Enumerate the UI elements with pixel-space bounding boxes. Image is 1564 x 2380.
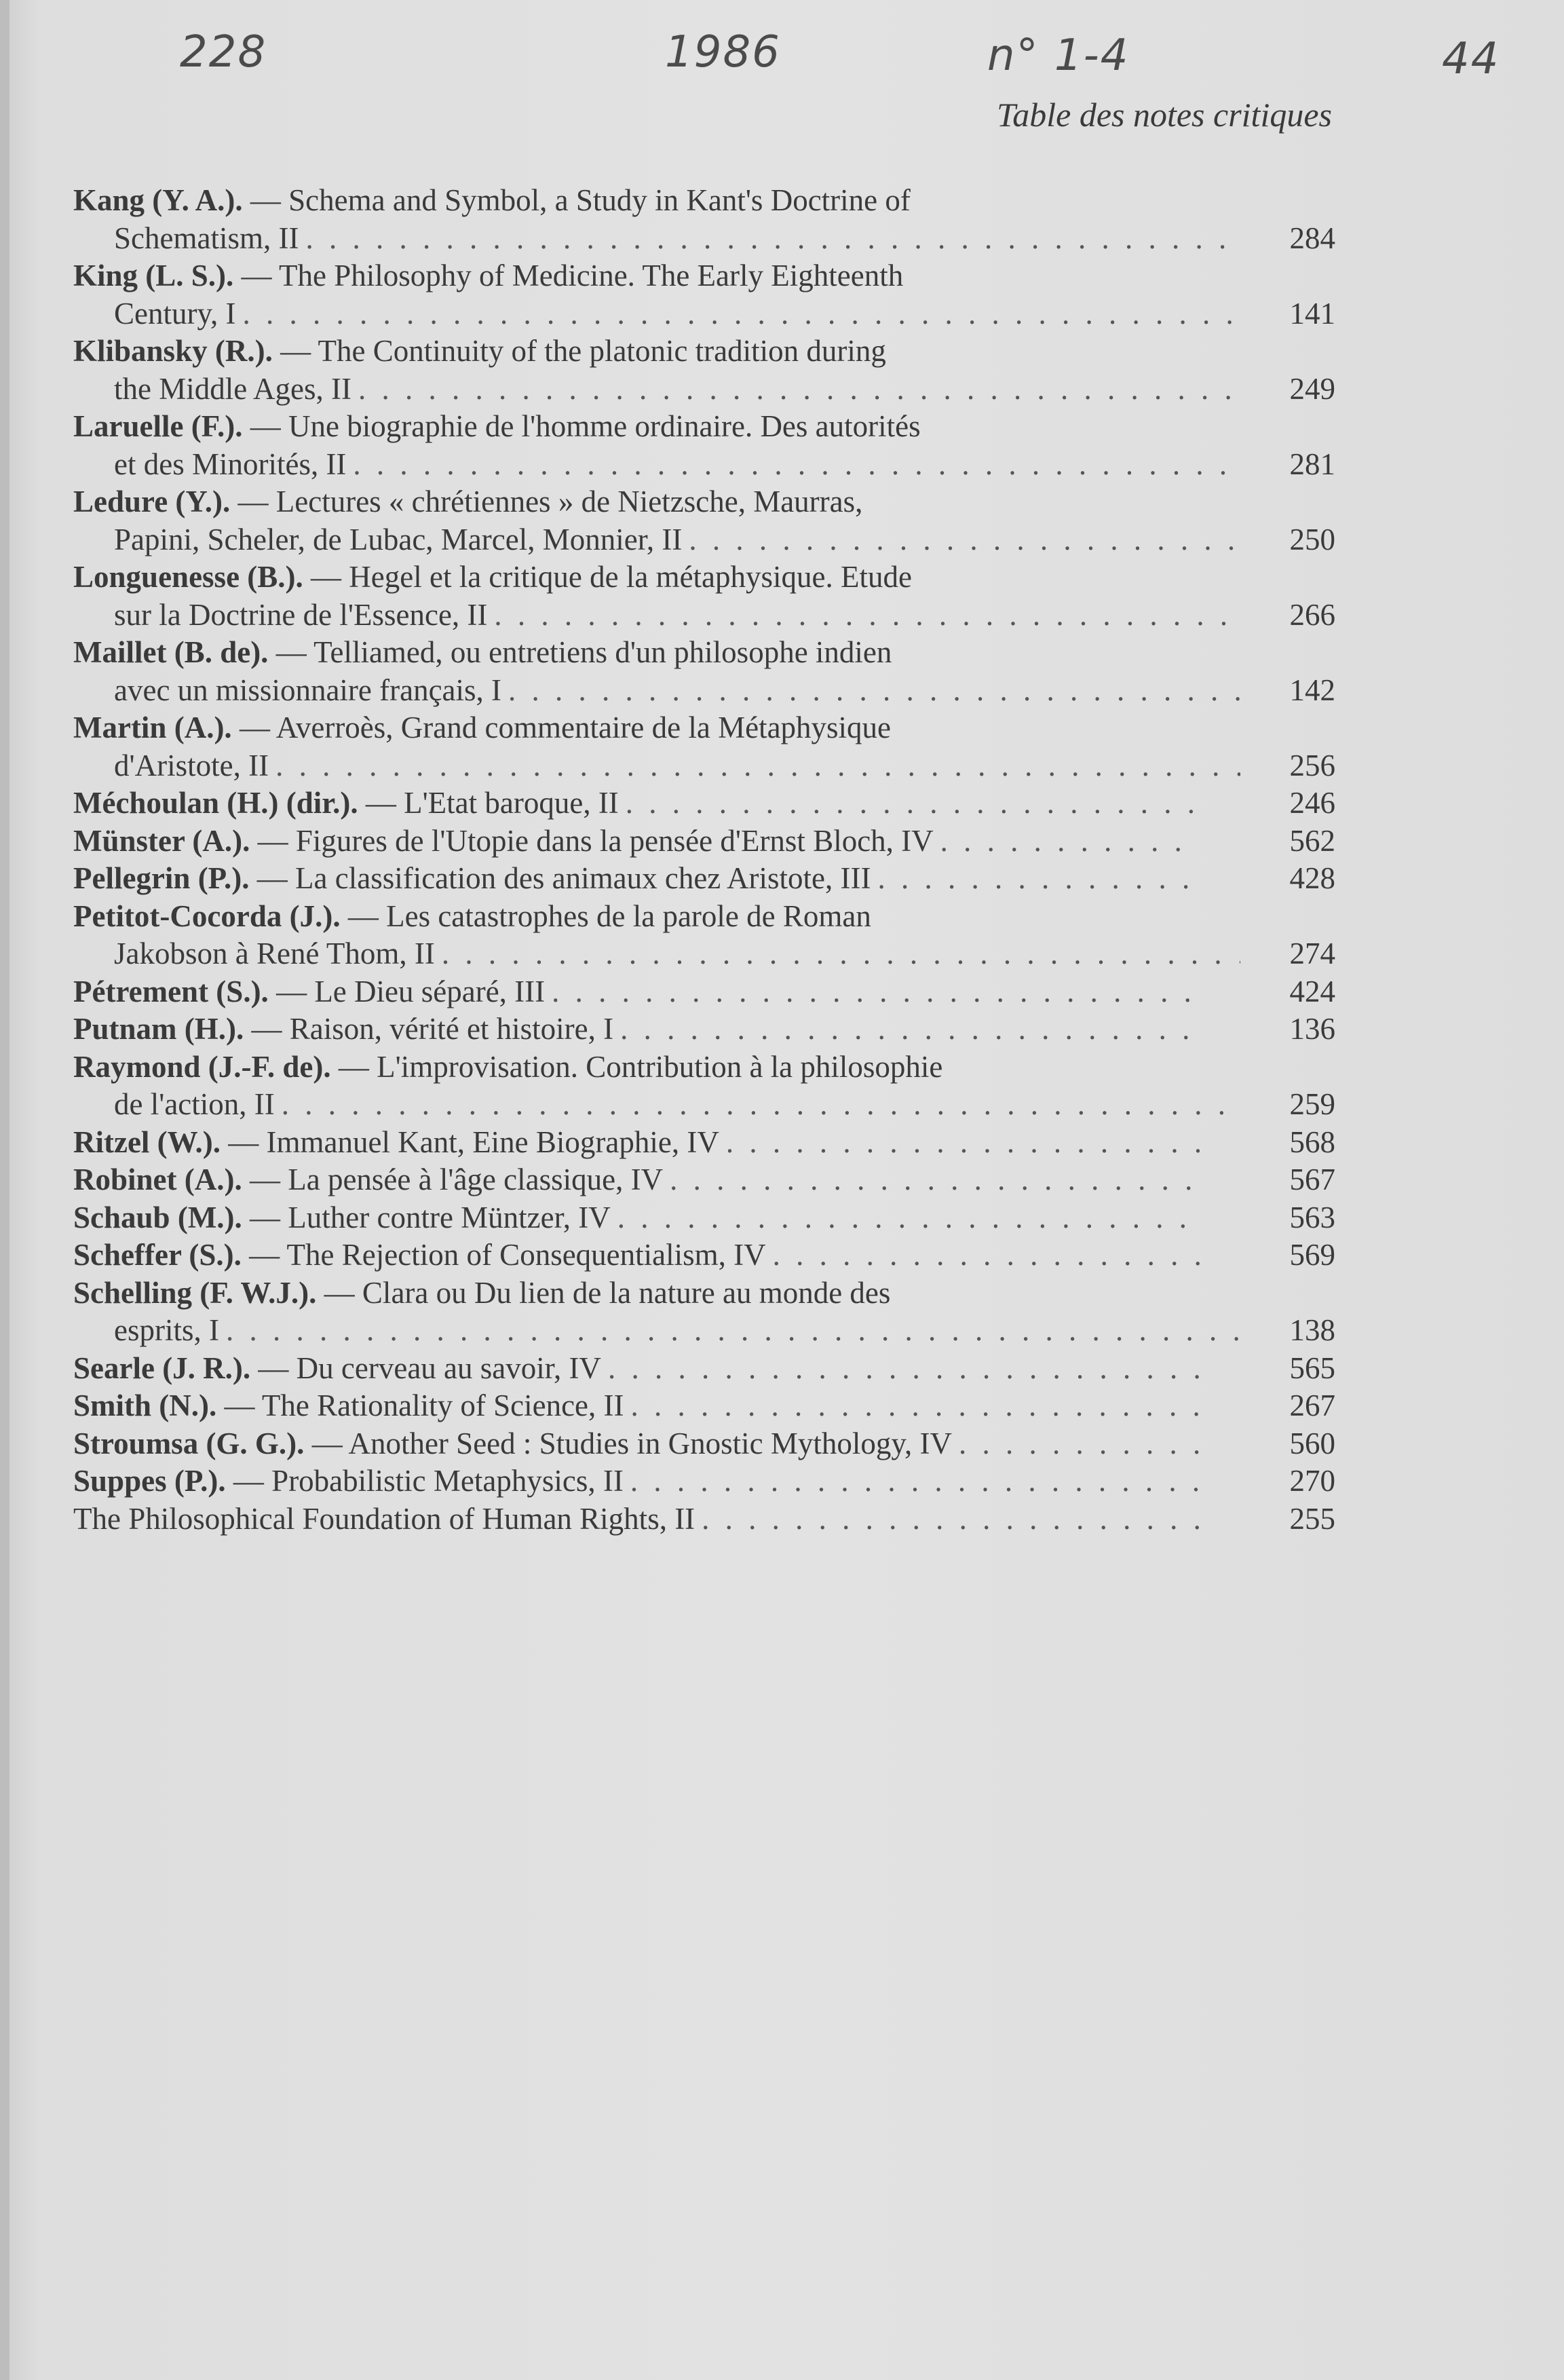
dot-leader <box>726 1124 1200 1162</box>
entry-title: — Clara ou Du lien de la nature au monde des <box>324 1275 891 1310</box>
entry-line <box>73 446 1240 484</box>
entry-page-number: 428 <box>1289 861 1335 895</box>
entry-title: The Philosophical Foundation of Human Rights, II <box>73 1501 695 1536</box>
entry-first-line <box>73 408 921 446</box>
entry-text <box>73 1274 1200 1350</box>
entry-line <box>73 1425 1200 1463</box>
entry-line <box>73 935 1240 973</box>
entry-line <box>73 1312 1240 1350</box>
handwritten-page-number: 44 <box>1442 34 1500 84</box>
entry-title: — Le Dieu séparé, III <box>276 974 546 1008</box>
entry-text <box>73 182 1200 257</box>
entry-first-line <box>73 973 545 1011</box>
entry-author: Münster (A.). <box>73 823 250 858</box>
entry-author: King (L. S.). <box>73 259 234 292</box>
toc-entry <box>73 1500 1335 1538</box>
entry-author: Kang (Y. A.). <box>73 183 243 217</box>
entry-line <box>73 1161 1200 1199</box>
entry-author: Klibansky (R.). <box>73 334 273 368</box>
entry-page-number: 250 <box>1289 522 1335 556</box>
handwritten-mark: 228 <box>180 27 267 77</box>
entry-title: — La classification des animaux chez Aristote, III <box>256 861 871 895</box>
entry-title: — Lectures « chrétiennes » de Nietzsche, Maurras, <box>237 485 863 518</box>
entry-page-number: 270 <box>1289 1464 1335 1498</box>
entry-page-number: 256 <box>1289 748 1335 782</box>
entry-text <box>73 1049 1200 1124</box>
entry-first-line <box>73 1199 611 1237</box>
entry-page-number: 266 <box>1289 597 1335 632</box>
toc-entry <box>73 634 1335 709</box>
entry-title-continuation: Schematism, II <box>114 221 299 255</box>
entry-author: Longuenesse (B.). <box>73 560 303 594</box>
entry-author: Martin (A.). <box>73 711 232 744</box>
dot-leader <box>631 1387 1200 1425</box>
entry-title: — La pensée à l'âge classique, IV <box>249 1163 664 1196</box>
entry-author: Raymond (J.-F. de). <box>73 1049 331 1084</box>
entry-page-number: 284 <box>1289 221 1335 255</box>
dot-leader <box>243 295 1240 333</box>
entry-line <box>73 1387 1200 1425</box>
entry-title-continuation: avec un missionnaire français, I <box>114 673 502 707</box>
entry-text <box>73 1124 1200 1162</box>
entry-title: — Immanuel Kant, Eine Biographie, IV <box>228 1125 719 1159</box>
handwritten-issue: n° 1-4 <box>987 31 1130 81</box>
entry-text <box>73 333 1200 408</box>
entry-first-line <box>73 1387 624 1425</box>
entry-line <box>73 1049 1200 1087</box>
entry-page-number: 568 <box>1289 1125 1335 1159</box>
entry-author: Ritzel (W.). <box>73 1125 221 1159</box>
entry-author: Méchoulan (H.) (dir.). <box>73 786 358 820</box>
entry-line <box>73 672 1240 710</box>
toc-entry <box>73 1387 1335 1425</box>
dot-leader <box>670 1161 1200 1199</box>
entry-first-line <box>73 1425 952 1463</box>
entry-author: Petitot-Cocorda (J.). <box>73 899 341 933</box>
entry-first-line <box>73 898 871 936</box>
entry-title: — Schema and Symbol, a Study in Kant's Doctrine of <box>250 183 911 217</box>
entry-title: — Raison, vérité et histoire, I <box>251 1012 614 1046</box>
page-edge <box>0 0 9 2380</box>
entry-first-line <box>73 1274 890 1312</box>
toc-entry <box>73 408 1335 483</box>
entry-line <box>73 257 1200 295</box>
dot-leader <box>226 1312 1240 1350</box>
toc-entry <box>73 1199 1335 1237</box>
toc-entry <box>73 898 1335 973</box>
toc-entry <box>73 333 1335 408</box>
entry-page-number: 246 <box>1289 786 1335 820</box>
entry-text <box>73 1425 1200 1463</box>
entry-title-continuation: et des Minorités, II <box>114 447 347 481</box>
entry-text <box>73 1462 1200 1500</box>
entry-first-line <box>73 1161 663 1199</box>
entry-author: Ledure (Y.). <box>73 485 231 518</box>
entry-page-number: 563 <box>1289 1200 1335 1234</box>
entry-page-number: 259 <box>1289 1087 1335 1121</box>
entry-title: — L'improvisation. Contribution à la philosophie <box>338 1049 943 1084</box>
entry-title: — Luther contre Müntzer, IV <box>250 1200 611 1234</box>
entry-line <box>73 785 1200 823</box>
entry-first-line <box>73 559 912 597</box>
entry-first-line <box>73 823 934 861</box>
entry-page-number: 281 <box>1289 447 1335 481</box>
entry-first-line <box>73 1350 601 1388</box>
entry-title-continuation: sur la Doctrine de l'Essence, II <box>114 597 488 632</box>
entry-title: — Probabilistic Metaphysics, II <box>233 1464 624 1498</box>
entry-first-line <box>73 1010 613 1049</box>
entry-title: — Telliamed, ou entretiens d'un philosophe indien <box>275 635 892 669</box>
entry-page-number: 565 <box>1289 1350 1335 1385</box>
dot-leader <box>305 220 1240 258</box>
entry-author: Searle (J. R.). <box>73 1350 251 1385</box>
dot-leader <box>877 860 1200 898</box>
dot-leader <box>702 1500 1200 1538</box>
entry-page-number: 255 <box>1289 1501 1335 1536</box>
entry-line <box>73 1199 1200 1237</box>
entry-line <box>73 860 1200 898</box>
entry-author: Pétrement (S.). <box>73 974 269 1008</box>
toc-entry <box>73 483 1335 559</box>
entry-text <box>73 1199 1200 1237</box>
entry-text <box>73 483 1200 559</box>
toc-entry <box>73 257 1335 333</box>
entry-first-line <box>73 483 862 521</box>
entry-title: — Hegel et la critique de la métaphysique. Etude <box>311 560 912 594</box>
entry-first-line <box>73 257 903 295</box>
table-of-critical-notes <box>73 182 1335 1538</box>
toc-entry <box>73 559 1335 634</box>
entry-title: — Another Seed : Studies in Gnostic Mythology, IV <box>311 1426 952 1460</box>
dot-leader <box>617 1199 1200 1237</box>
entry-title-continuation: Century, I <box>114 296 236 330</box>
entry-line <box>73 1462 1200 1500</box>
dot-leader <box>442 935 1240 973</box>
entry-page-number: 569 <box>1289 1238 1335 1272</box>
toc-entry <box>73 1049 1335 1124</box>
entry-first-line <box>73 1236 766 1274</box>
dot-leader <box>626 785 1200 823</box>
entry-title-continuation: d'Aristote, II <box>114 748 269 782</box>
entry-line <box>73 333 1200 371</box>
entry-first-line <box>73 1462 624 1500</box>
toc-entry <box>73 1010 1335 1049</box>
entry-first-line <box>73 1124 719 1162</box>
entry-page-number: 567 <box>1289 1163 1335 1196</box>
dot-leader <box>358 371 1240 409</box>
entry-title-continuation: the Middle Ages, II <box>114 371 351 406</box>
entry-title: — Du cerveau au savoir, IV <box>258 1350 601 1385</box>
toc-entry <box>73 1462 1335 1500</box>
toc-entry <box>73 1161 1335 1199</box>
entry-page-number: 562 <box>1289 823 1335 858</box>
entry-author: Schaub (M.). <box>73 1200 242 1234</box>
entry-line <box>73 1010 1200 1049</box>
dot-leader <box>275 747 1240 785</box>
entry-page-number: 424 <box>1289 974 1335 1008</box>
entry-page-number: 138 <box>1289 1313 1335 1347</box>
dot-leader <box>773 1236 1200 1274</box>
entry-title: — L'Etat baroque, II <box>365 786 619 820</box>
entry-page-number: 141 <box>1289 296 1335 330</box>
entry-first-line <box>73 709 891 747</box>
entry-text <box>73 1010 1200 1049</box>
entry-line <box>73 634 1200 672</box>
entry-author: Suppes (P.). <box>73 1464 226 1498</box>
entry-first-line <box>73 1500 695 1538</box>
toc-entry <box>73 823 1335 861</box>
entry-author: Laruelle (F.). <box>73 409 243 443</box>
entry-line <box>73 220 1240 258</box>
entry-line <box>73 1500 1200 1538</box>
entry-text <box>73 823 1200 861</box>
entry-line <box>73 709 1200 747</box>
entry-text <box>73 1387 1200 1425</box>
entry-line <box>73 823 1200 861</box>
entry-author: Pellegrin (P.). <box>73 861 250 895</box>
entry-page-number: 136 <box>1289 1012 1335 1046</box>
entry-line <box>73 521 1240 559</box>
entry-first-line <box>73 182 911 220</box>
dot-leader <box>630 1462 1200 1500</box>
dot-leader <box>959 1425 1200 1463</box>
entry-author: Stroumsa (G. G.). <box>73 1426 305 1460</box>
entry-text <box>73 634 1200 709</box>
toc-entry <box>73 1124 1335 1162</box>
entry-line <box>73 898 1200 936</box>
entry-page-number: 249 <box>1289 371 1335 406</box>
entry-author: Robinet (A.). <box>73 1163 242 1196</box>
entry-first-line <box>73 785 619 823</box>
entry-author: Maillet (B. de). <box>73 635 269 669</box>
entry-line <box>73 371 1240 409</box>
entry-text <box>73 973 1200 1011</box>
entry-text <box>73 257 1200 333</box>
entry-title: — Les catastrophes de la parole de Roman <box>347 899 871 933</box>
entry-text <box>73 1236 1200 1274</box>
entry-title: — The Continuity of the platonic tradition during <box>280 334 886 368</box>
entry-line <box>73 1350 1200 1388</box>
entry-line <box>73 973 1200 1011</box>
entry-title-continuation: Jakobson à René Thom, II <box>114 937 435 970</box>
entry-page-number: 274 <box>1289 937 1335 970</box>
entry-author: Putnam (H.). <box>73 1012 244 1046</box>
toc-entry <box>73 785 1335 823</box>
entry-first-line <box>73 860 871 898</box>
entry-title-continuation: de l'action, II <box>114 1087 275 1121</box>
entry-title: — Figures de l'Utopie dans la pensée d'Ernst Bloch, IV <box>257 823 934 858</box>
toc-entry <box>73 1274 1335 1350</box>
toc-entry <box>73 860 1335 898</box>
entry-title: — Une biographie de l'homme ordinaire. Des autorités <box>250 409 921 443</box>
entry-text <box>73 408 1200 483</box>
entry-first-line <box>73 1049 942 1087</box>
entry-title: — The Rejection of Consequentialism, IV <box>249 1238 766 1272</box>
entry-title: — The Rationality of Science, II <box>224 1389 624 1422</box>
entry-text <box>73 1350 1200 1388</box>
dot-leader <box>508 672 1240 710</box>
entry-line <box>73 1086 1240 1124</box>
entry-text <box>73 785 1200 823</box>
toc-entry <box>73 1425 1335 1463</box>
running-title: Table des notes critiques <box>997 96 1332 134</box>
dot-leader <box>494 597 1240 635</box>
entry-first-line <box>73 333 886 371</box>
dot-leader <box>620 1010 1200 1049</box>
entry-author: Schelling (F. W.J.). <box>73 1275 317 1310</box>
entry-title-continuation: Papini, Scheler, de Lubac, Marcel, Monnier, II <box>114 522 683 556</box>
entry-title: — The Philosophy of Medicine. The Early Eighteenth <box>241 259 904 292</box>
toc-entry <box>73 1350 1335 1388</box>
entry-page-number: 267 <box>1289 1389 1335 1422</box>
entry-line <box>73 408 1200 446</box>
toc-entry <box>73 182 1335 257</box>
entry-text <box>73 860 1200 898</box>
entry-author: Scheffer (S.). <box>73 1238 242 1272</box>
dot-leader <box>689 521 1240 559</box>
entry-text <box>73 559 1200 634</box>
entry-line <box>73 597 1240 635</box>
toc-entry <box>73 1236 1335 1274</box>
entry-author: Smith (N.). <box>73 1389 217 1422</box>
entry-text <box>73 898 1200 973</box>
entry-text <box>73 1500 1200 1538</box>
entry-line <box>73 1124 1200 1162</box>
dot-leader <box>940 823 1200 861</box>
entry-line <box>73 1236 1200 1274</box>
handwritten-year: 1986 <box>665 27 781 77</box>
toc-entry <box>73 973 1335 1011</box>
entry-line <box>73 182 1200 220</box>
entry-text <box>73 709 1200 785</box>
dot-leader <box>552 973 1200 1011</box>
entry-page-number: 560 <box>1289 1426 1335 1460</box>
entry-line <box>73 747 1240 785</box>
entry-title-continuation: esprits, I <box>114 1313 219 1347</box>
entry-line <box>73 1274 1200 1312</box>
entry-page-number: 142 <box>1289 673 1335 707</box>
toc-entry <box>73 709 1335 785</box>
entry-line <box>73 295 1240 333</box>
entry-line <box>73 483 1200 521</box>
dot-leader <box>282 1086 1240 1124</box>
dot-leader <box>353 446 1240 484</box>
entry-line <box>73 559 1200 597</box>
entry-text <box>73 1161 1200 1199</box>
entry-first-line <box>73 634 892 672</box>
entry-title: — Averroès, Grand commentaire de la Métaphysique <box>239 711 892 744</box>
dot-leader <box>608 1350 1200 1388</box>
